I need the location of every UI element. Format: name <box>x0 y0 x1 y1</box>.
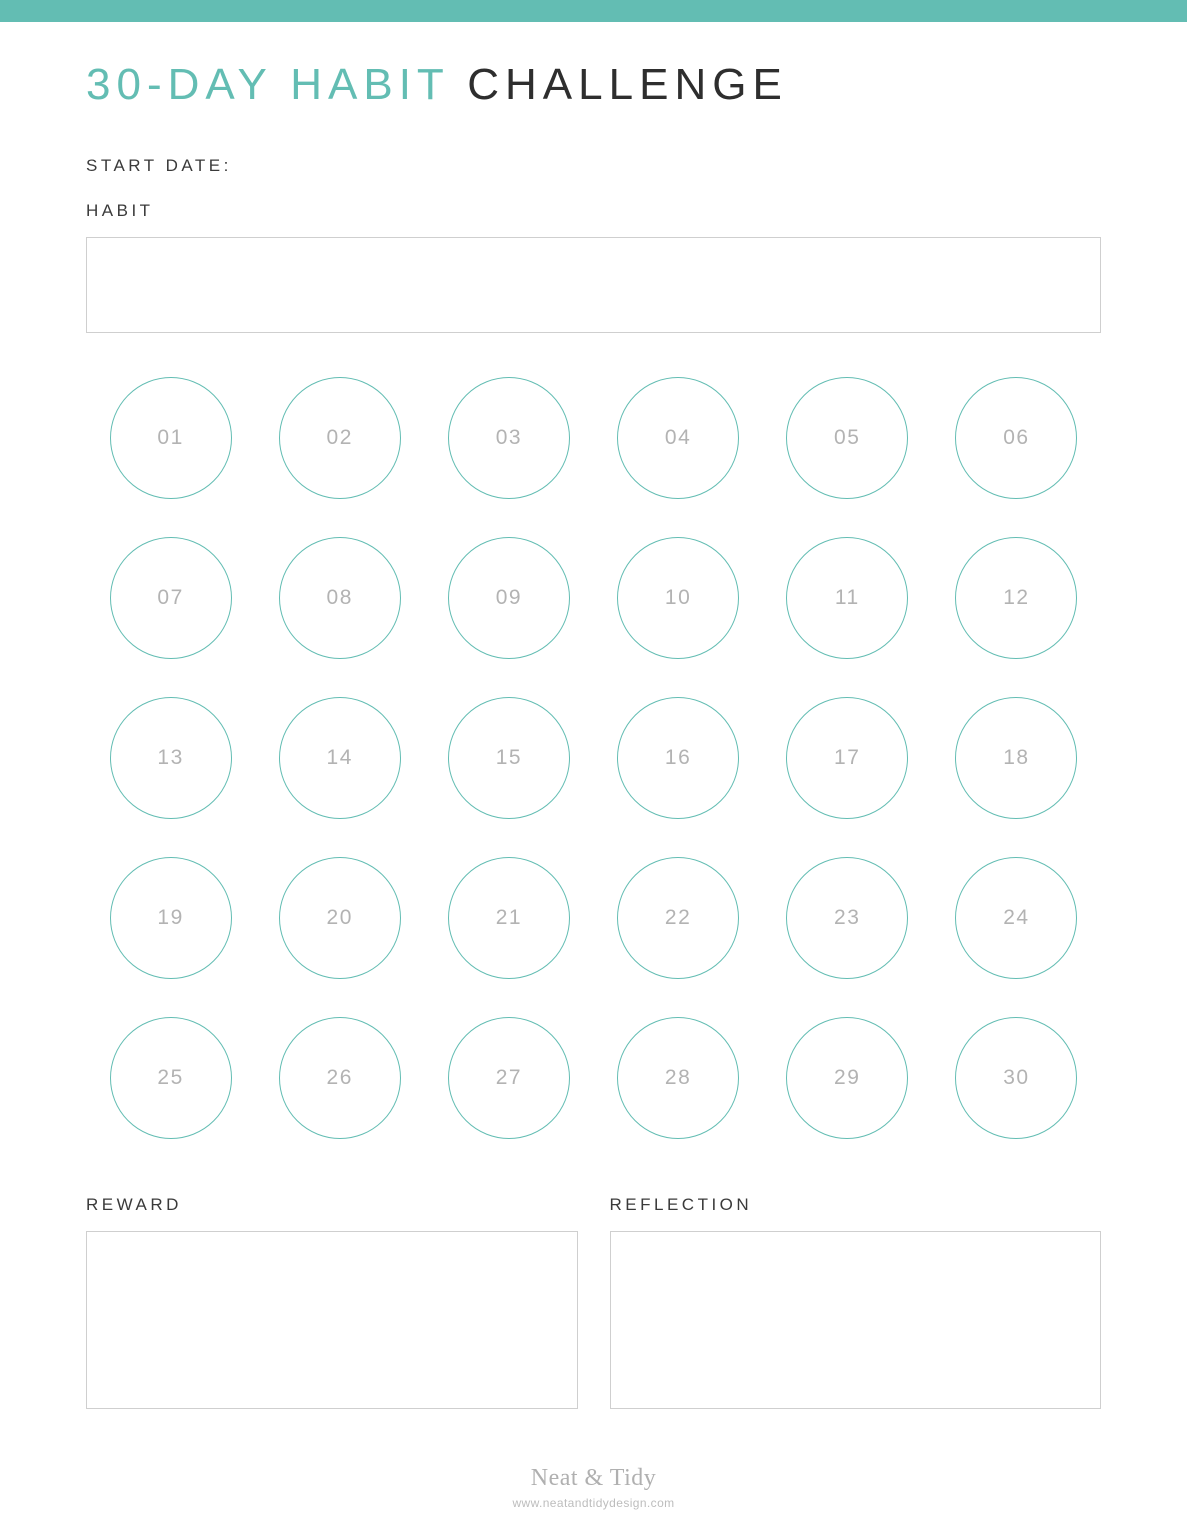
day-circle[interactable]: 24 <box>955 857 1077 979</box>
day-circle[interactable]: 26 <box>279 1017 401 1139</box>
footer <box>0 1465 1187 1510</box>
start-date-label: START DATE: <box>86 156 232 175</box>
page-title <box>86 60 1101 110</box>
reflection-input[interactable] <box>610 1231 1102 1409</box>
day-circle[interactable]: 03 <box>448 377 570 499</box>
day-circle[interactable]: 22 <box>617 857 739 979</box>
day-circle[interactable]: 17 <box>786 697 908 819</box>
day-circle[interactable]: 15 <box>448 697 570 819</box>
reward-label: REWARD <box>86 1195 182 1214</box>
day-grid <box>86 377 1101 1139</box>
reflection-section <box>610 1195 1102 1409</box>
day-circle[interactable]: 12 <box>955 537 1077 659</box>
worksheet-page <box>0 60 1187 1409</box>
day-circle[interactable]: 01 <box>110 377 232 499</box>
page-title-dark: CHALLENGE <box>467 60 788 109</box>
day-circle[interactable]: 25 <box>110 1017 232 1139</box>
day-circle[interactable]: 05 <box>786 377 908 499</box>
day-circle[interactable]: 16 <box>617 697 739 819</box>
day-circle[interactable]: 08 <box>279 537 401 659</box>
day-circle[interactable]: 19 <box>110 857 232 979</box>
reward-input[interactable] <box>86 1231 578 1409</box>
day-circle[interactable]: 30 <box>955 1017 1077 1139</box>
day-circle[interactable]: 13 <box>110 697 232 819</box>
day-circle[interactable]: 18 <box>955 697 1077 819</box>
day-circle[interactable]: 27 <box>448 1017 570 1139</box>
top-accent-bar <box>0 0 1187 22</box>
day-circle[interactable]: 07 <box>110 537 232 659</box>
habit-input[interactable] <box>86 237 1101 333</box>
day-circle[interactable]: 02 <box>279 377 401 499</box>
reflection-label: REFLECTION <box>609 1195 753 1214</box>
day-circle[interactable]: 28 <box>617 1017 739 1139</box>
page-title-accent: 30-DAY HABIT <box>86 60 450 109</box>
day-circle[interactable]: 29 <box>786 1017 908 1139</box>
day-circle[interactable]: 14 <box>279 697 401 819</box>
day-circle[interactable]: 04 <box>617 377 739 499</box>
day-circle[interactable]: 10 <box>617 537 739 659</box>
day-circle[interactable]: 21 <box>448 857 570 979</box>
habit-label: HABIT <box>86 201 154 220</box>
reward-section <box>86 1195 578 1409</box>
day-circle[interactable]: 23 <box>786 857 908 979</box>
footer-url: www.neatandtidydesign.com <box>512 1496 675 1510</box>
day-circle[interactable]: 09 <box>448 537 570 659</box>
footer-brand: Neat & Tidy <box>530 1465 657 1491</box>
day-circle[interactable]: 20 <box>279 857 401 979</box>
bottom-section <box>86 1195 1101 1409</box>
day-circle[interactable]: 06 <box>955 377 1077 499</box>
day-circle[interactable]: 11 <box>786 537 908 659</box>
